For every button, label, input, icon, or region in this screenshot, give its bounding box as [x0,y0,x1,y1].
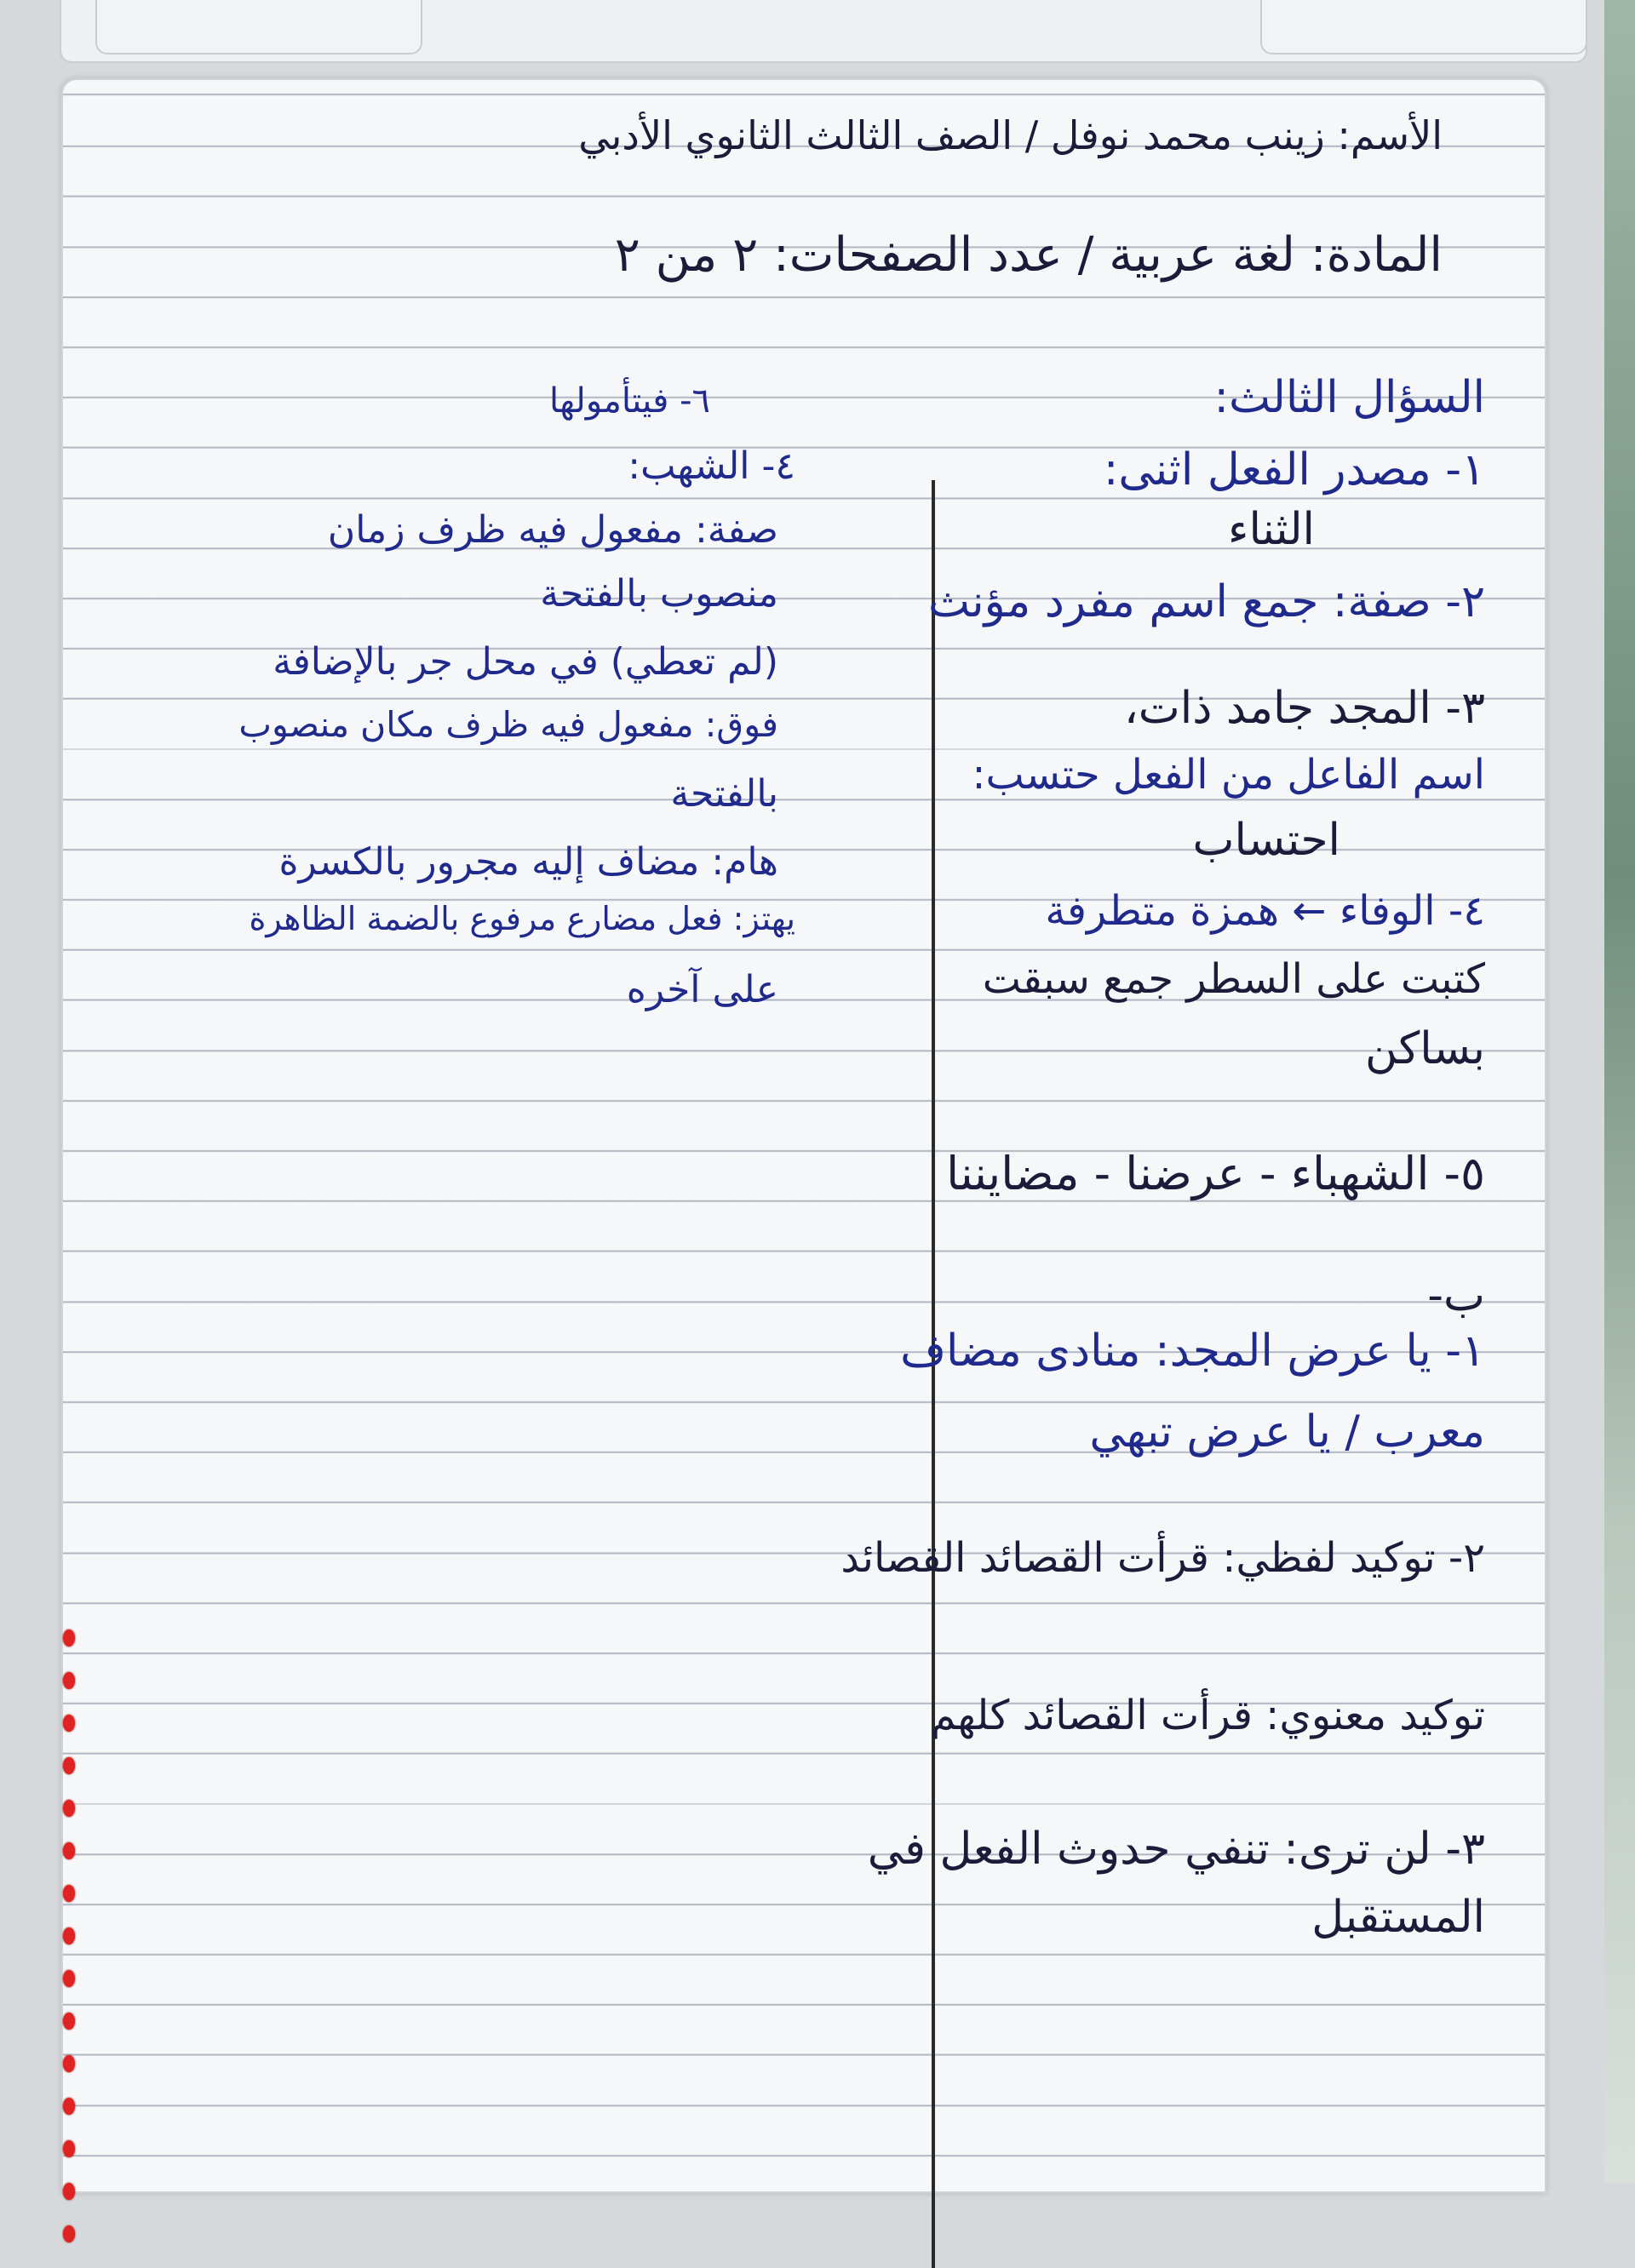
answer-line: معرب / يا عرض تبهي [1089,1406,1485,1458]
answer-line: ٢- توكيد لفظي: قرأت القصائد القصائد [840,1534,1485,1582]
answer-line: بالفتحة [670,772,778,816]
answer-line: ٢- صفة: جمع اسم مفرد مؤنث [928,576,1485,627]
answer-line: توكيد معنوي: قرأت القصائد كلهم [930,1692,1485,1739]
answer-line: بساكن [1364,1023,1485,1074]
answer-line: هام: مضاف إليه مجرور بالكسرة [278,840,778,884]
background-sheet [60,0,1587,63]
answer-line: كتبت على السطر جمع سبقت [982,955,1485,1003]
student-info-line: الأسم: زينب محمد نوفل / الصف الثالث الثانوي الأدبي [578,112,1443,158]
answer-line: منصوب بالفتحة [540,572,778,616]
sheet-tab-left [95,0,422,54]
answer-line: ١- يا عرض المجد: منادى مضاف [900,1326,1485,1377]
subject-line: المادة: لغة عربية / عدد الصفحات: ٢ من ٢ [614,227,1443,283]
answer-line: (لم تعطي) في محل جر بالإضافة [272,640,778,684]
answer-line: صفة: مفعول فيه ظرف زمان [327,508,778,552]
answer-line: ٣- لن ترى: تنفي حدوث الفعل في [867,1824,1485,1875]
answer-line: ٤- الوفاء ← همزة متطرفة [1045,887,1485,935]
answer-line: ٣- المجد جامد ذات، [1124,683,1485,734]
answer-line: ٤- الشهب: [628,444,795,488]
section-label: ب- [1427,1270,1485,1321]
sheet-tab-right [1260,0,1587,54]
answer-line: احتساب [1192,815,1340,866]
table-edge [1604,0,1635,2183]
answer-line: يهتز: فعل مضارع مرفوع بالضمة الظاهرة [249,900,795,937]
answer-line: ٥- الشهباء - عرضنا - مضايننا [946,1147,1485,1200]
answer-line: ١- مصدر الفعل اثنى: [1103,444,1485,495]
answer-line: ٦- فيتأمولها [549,381,710,421]
answer-line: الثناء [1228,504,1315,555]
question-heading: السؤال الثالث: [1213,372,1485,423]
answer-line: على آخره [626,968,778,1011]
notebook-page [61,78,1546,2193]
spiral-binding [63,1629,75,2263]
answer-line: فوق: مفعول فيه ظرف مكان منصوب [238,704,778,745]
answer-line: المستقبل [1311,1892,1485,1943]
answer-line: اسم الفاعل من الفعل حتسب: [972,751,1485,799]
